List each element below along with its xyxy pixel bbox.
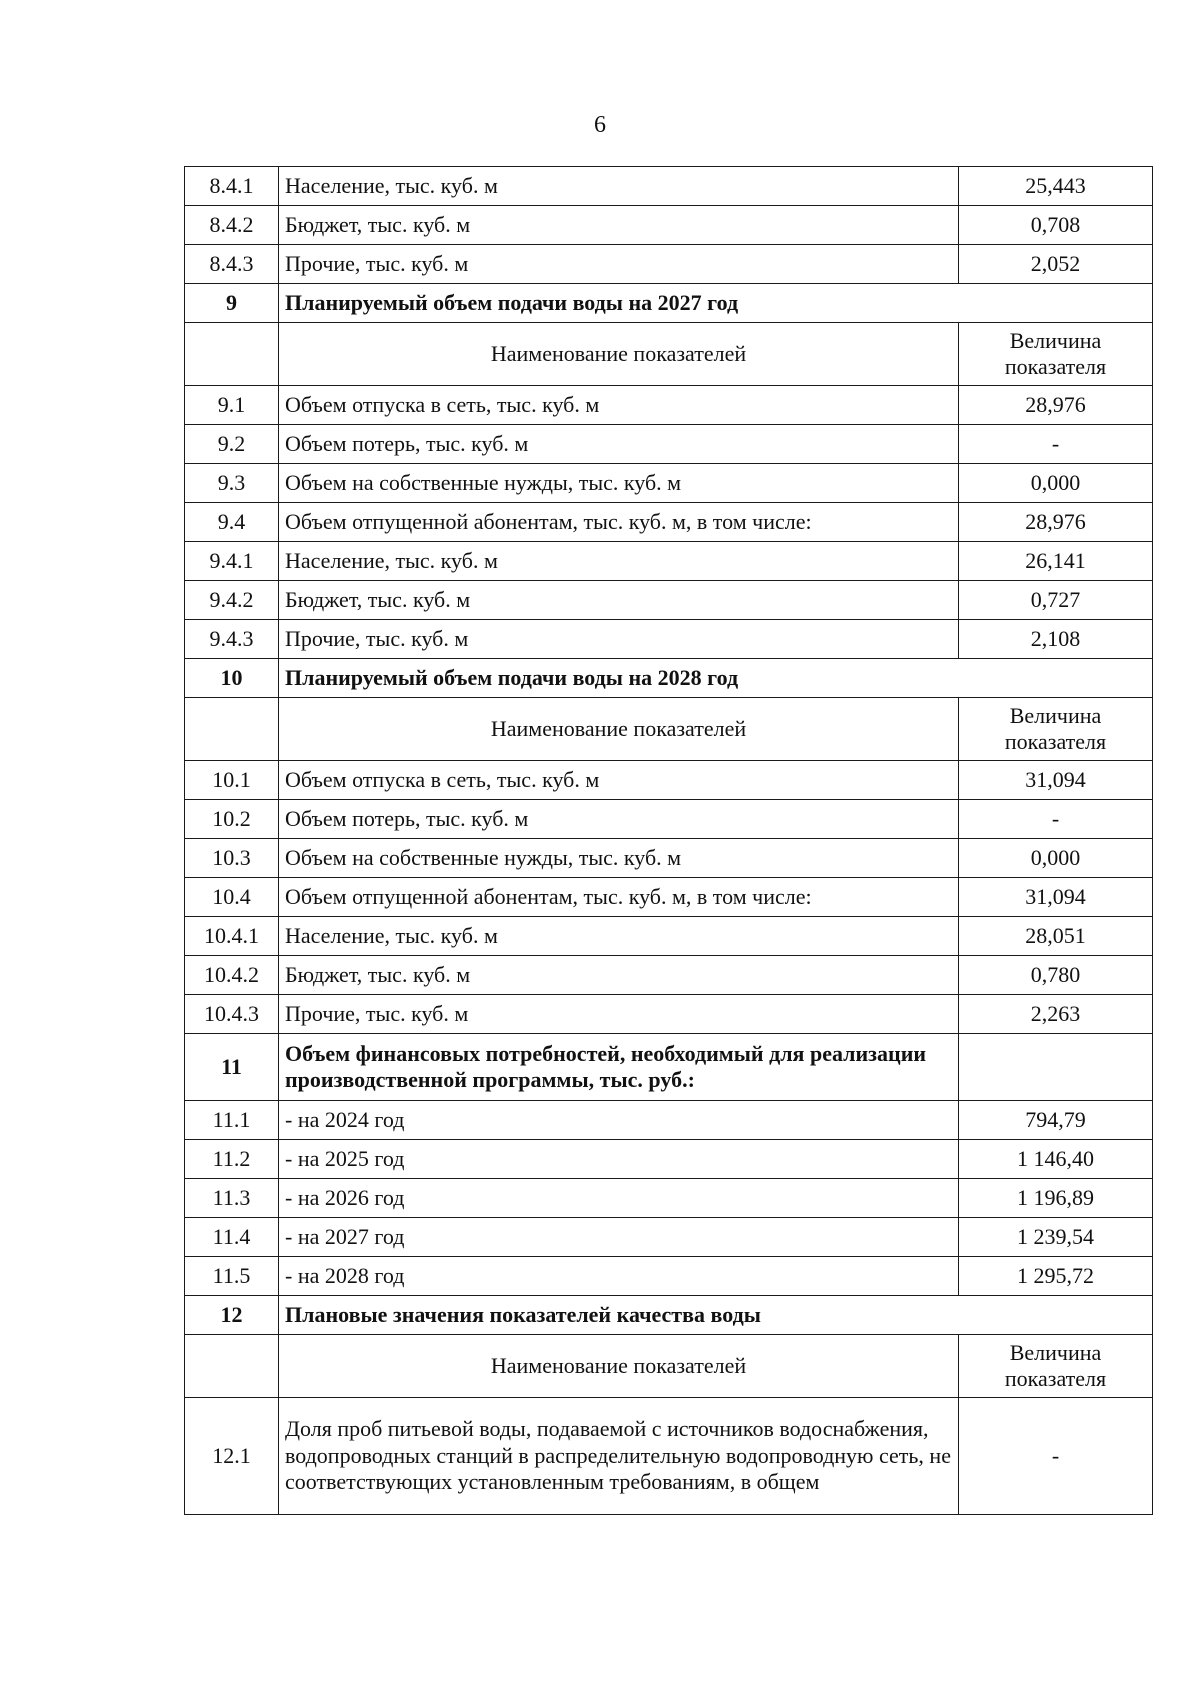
row-indicator-name: Прочие, тыс. куб. м [279, 245, 959, 284]
row-number: 10.3 [185, 839, 279, 878]
column-header-name: Наименование показателей [279, 1335, 959, 1398]
table-row [185, 800, 1153, 839]
row-number: 10.4.1 [185, 917, 279, 956]
column-header-name: Наименование показателей [279, 698, 959, 761]
table-row [185, 1179, 1153, 1218]
row-number: 10.2 [185, 800, 279, 839]
row-indicator-value: 2,263 [959, 995, 1153, 1034]
row-number: 8.4.2 [185, 206, 279, 245]
row-indicator-value: - [959, 425, 1153, 464]
row-indicator-value: 0,780 [959, 956, 1153, 995]
row-number: 10.4.2 [185, 956, 279, 995]
section-value [959, 1034, 1153, 1101]
row-indicator-value: 31,094 [959, 878, 1153, 917]
section-row [185, 284, 1153, 323]
column-header-value: Величина показателя [959, 323, 1153, 386]
table-row [185, 839, 1153, 878]
row-indicator-value: 0,708 [959, 206, 1153, 245]
row-indicator-value: 1 295,72 [959, 1257, 1153, 1296]
row-indicator-name: Объем потерь, тыс. куб. м [279, 800, 959, 839]
section-row [185, 1034, 1153, 1101]
row-indicator-value: 0,727 [959, 581, 1153, 620]
table-row [185, 620, 1153, 659]
table-row [185, 761, 1153, 800]
row-number: 11.1 [185, 1101, 279, 1140]
row-indicator-name: Объем отпуска в сеть, тыс. куб. м [279, 386, 959, 425]
row-number: 10.4.3 [185, 995, 279, 1034]
column-header-value: Величина показателя [959, 1335, 1153, 1398]
indicators-table [184, 166, 1153, 1515]
row-indicator-name: Объем отпущенной абонентам, тыс. куб. м, в том числе: [279, 503, 959, 542]
table-row [185, 1140, 1153, 1179]
row-indicator-name: Население, тыс. куб. м [279, 917, 959, 956]
row-indicator-name: Объем отпущенной абонентам, тыс. куб. м, в том числе: [279, 878, 959, 917]
table-row [185, 167, 1153, 206]
row-indicator-value: 26,141 [959, 542, 1153, 581]
header-blank-cell [185, 323, 279, 386]
row-indicator-name: - на 2025 год [279, 1140, 959, 1179]
section-row [185, 1296, 1153, 1335]
row-indicator-name: Объем потерь, тыс. куб. м [279, 425, 959, 464]
row-indicator-name: Прочие, тыс. куб. м [279, 995, 959, 1034]
row-indicator-name: Прочие, тыс. куб. м [279, 620, 959, 659]
row-indicator-name: - на 2026 год [279, 1179, 959, 1218]
row-indicator-name: - на 2028 год [279, 1257, 959, 1296]
table-row [185, 1218, 1153, 1257]
table-row [185, 386, 1153, 425]
row-number: 9.4.1 [185, 542, 279, 581]
section-number: 11 [185, 1034, 279, 1101]
indicators-table-body [185, 167, 1153, 1515]
row-indicator-value: 2,052 [959, 245, 1153, 284]
row-indicator-name: Бюджет, тыс. куб. м [279, 581, 959, 620]
section-number: 10 [185, 659, 279, 698]
row-number: 9.3 [185, 464, 279, 503]
row-indicator-value: 794,79 [959, 1101, 1153, 1140]
table-row [185, 1398, 1153, 1515]
row-indicator-value: 25,443 [959, 167, 1153, 206]
row-number: 9.1 [185, 386, 279, 425]
row-indicator-value: 1 239,54 [959, 1218, 1153, 1257]
row-indicator-name: Население, тыс. куб. м [279, 542, 959, 581]
row-indicator-value: 2,108 [959, 620, 1153, 659]
table-row [185, 1101, 1153, 1140]
section-title: Объем финансовых потребностей, необходимый для реализации производственной программы, тыс. руб.: [279, 1034, 959, 1101]
row-indicator-name: Бюджет, тыс. куб. м [279, 206, 959, 245]
section-title: Планируемый объем подачи воды на 2028 год [279, 659, 1153, 698]
row-number: 11.5 [185, 1257, 279, 1296]
row-number: 11.4 [185, 1218, 279, 1257]
table-row [185, 206, 1153, 245]
table-row [185, 995, 1153, 1034]
row-indicator-value: 0,000 [959, 464, 1153, 503]
row-indicator-name: Население, тыс. куб. м [279, 167, 959, 206]
section-row [185, 659, 1153, 698]
row-number: 9.2 [185, 425, 279, 464]
row-number: 8.4.3 [185, 245, 279, 284]
column-header-name: Наименование показателей [279, 323, 959, 386]
row-number: 9.4.2 [185, 581, 279, 620]
table-row [185, 917, 1153, 956]
column-header-row [185, 698, 1153, 761]
row-indicator-value: 1 146,40 [959, 1140, 1153, 1179]
section-title: Плановые значения показателей качества воды [279, 1296, 1153, 1335]
table-row [185, 245, 1153, 284]
row-indicator-value: - [959, 800, 1153, 839]
row-indicator-name: Объем на собственные нужды, тыс. куб. м [279, 839, 959, 878]
row-indicator-value: 31,094 [959, 761, 1153, 800]
row-indicator-name: - на 2027 год [279, 1218, 959, 1257]
row-indicator-value: 0,000 [959, 839, 1153, 878]
section-number: 9 [185, 284, 279, 323]
header-blank-cell [185, 698, 279, 761]
table-row [185, 956, 1153, 995]
row-number: 10.1 [185, 761, 279, 800]
row-indicator-name: Объем на собственные нужды, тыс. куб. м [279, 464, 959, 503]
table-row [185, 503, 1153, 542]
row-indicator-value: 28,976 [959, 503, 1153, 542]
row-number: 11.3 [185, 1179, 279, 1218]
row-number: 12.1 [185, 1398, 279, 1515]
table-row [185, 542, 1153, 581]
row-number: 9.4 [185, 503, 279, 542]
column-header-row [185, 1335, 1153, 1398]
page-number: 6 [594, 112, 606, 138]
row-indicator-value: 28,976 [959, 386, 1153, 425]
column-header-value: Величина показателя [959, 698, 1153, 761]
row-indicator-name: - на 2024 год [279, 1101, 959, 1140]
row-indicator-value: 28,051 [959, 917, 1153, 956]
row-indicator-value: 1 196,89 [959, 1179, 1153, 1218]
table-row [185, 1257, 1153, 1296]
header-blank-cell [185, 1335, 279, 1398]
section-title: Планируемый объем подачи воды на 2027 год [279, 284, 1153, 323]
row-indicator-value: - [959, 1398, 1153, 1515]
row-number: 10.4 [185, 878, 279, 917]
table-row [185, 581, 1153, 620]
section-number: 12 [185, 1296, 279, 1335]
table-row [185, 425, 1153, 464]
row-indicator-name: Доля проб питьевой воды, подаваемой с источников водоснабжения, водопроводных станций в распределительную водопроводную сеть, не соответствующих установленным требованиям, в общем [279, 1398, 959, 1515]
row-number: 11.2 [185, 1140, 279, 1179]
row-number: 8.4.1 [185, 167, 279, 206]
table-row [185, 878, 1153, 917]
row-number: 9.4.3 [185, 620, 279, 659]
row-indicator-name: Объем отпуска в сеть, тыс. куб. м [279, 761, 959, 800]
table-row [185, 464, 1153, 503]
row-indicator-name: Бюджет, тыс. куб. м [279, 956, 959, 995]
column-header-row [185, 323, 1153, 386]
